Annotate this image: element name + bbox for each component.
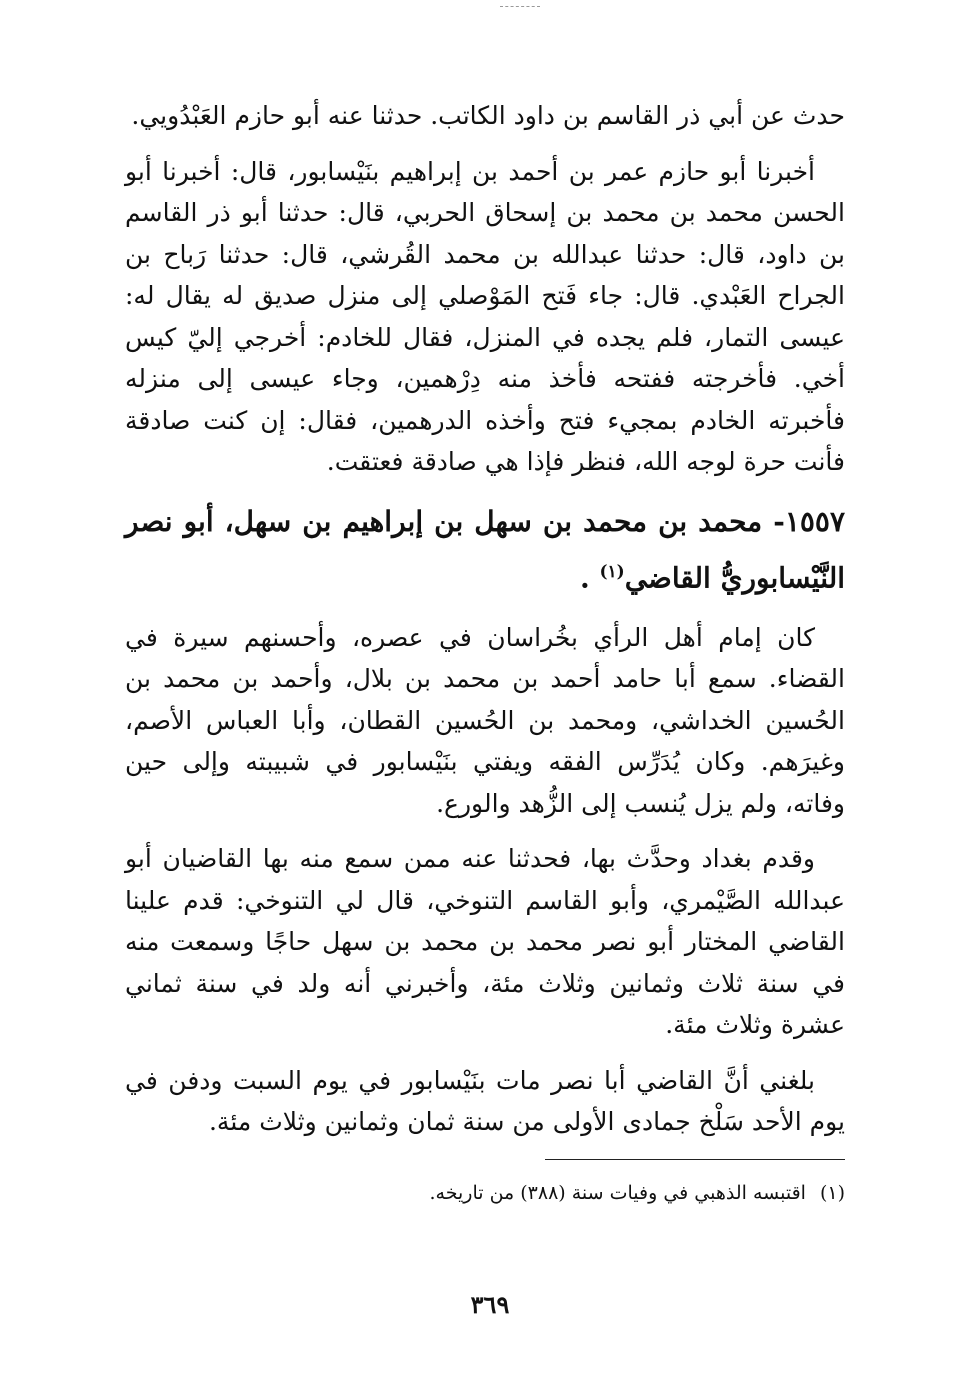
paragraph-2: أخبرنا أبو حازم عمر بن أحمد بن إبراهيم بنَيْسابور، قال: أخبرنا أبو الحسن محمد بن محمد بن إسحاق الحربي، قال: حدثنا أبو ذر القاسم بن داود، قال: حدثنا عبدالله بن محمد القُرشي، قال: حدثنا رَباح بن الجراح العَبْدي. قال: جاء فَتح المَوْصلي إلى منزل صديق له يقال له: عيسى التمار، فلم يجده في المنزل، فقال للخادم: أخرجي إليّ كيس أخي. فأخرجته ففتحه فأخذ منه دِرْهمين، وجاء عيسى إلى منزله فأخبرته الخادم بمجيء فتح وأخذه الدرهمين، فقال: إن كنت صادقة فأنت حرة لوجه الله، فنظر فإذا هي صادقة فعتقت. bbox=[125, 156, 845, 476]
top-edge-mark bbox=[500, 6, 540, 7]
footnote-divider bbox=[545, 1159, 845, 1160]
footnote-reference[interactable]: (١) bbox=[599, 561, 625, 582]
page-body bbox=[125, 95, 845, 1208]
entry-title bbox=[125, 497, 845, 603]
entry-title-end: . bbox=[579, 560, 590, 594]
footnote-text: اقتبسه الذهبي في وفيات سنة (٣٨٨) من تاريخه. bbox=[429, 1181, 806, 1204]
paragraph-4: وقدم بغداد وحدَّث بها، فحدثنا عنه ممن سمع منه بها القاضيان أبو عبدالله الصَّيْمري، وأبو القاسم التنوخي، قال لي التنوخي: قدم علينا القاضي المختار أبو نصر محمد بن محمد بن سهل حاجًا وسمعت منه في سنة ثلاث وثمانين وثلاث مئة، وأخبرني أنه ولد في سنة ثماني عشرة وثلاث مئة. bbox=[125, 844, 845, 1040]
paragraph-3: كان إمام أهل الرأي بخُراسان في عصره، وأحسنهم سيرة في القضاء. سمع أبا حامد أحمد بن محمد بن بلال، وأحمد بن محمد بن الحُسين الخداشي، ومحمد بن الحُسين القطان، وأبا العباس الأصم، وغيرَهم. وكان يُدَرِّس الفقه ويفتي بنَيْسابور في شبيبته وإلى حين وفاته، ولم يزل يُنسب إلى الزُّهد والورع. bbox=[125, 622, 845, 818]
entry-title-text: ١٥٥٧- محمد بن محمد بن سهل بن إبراهيم بن سهل، أبو نصر النَّيْسابوريُّ القاضي bbox=[125, 504, 845, 594]
paragraph-5: بلغني أنَّ القاضي أبا نصر مات بنَيْسابور في يوم السبت ودفن في يوم الأحد سَلْخ جمادى الأولى من سنة ثمان وثمانين وثلاث مئة. bbox=[125, 1065, 845, 1137]
footnote-number: (١) bbox=[819, 1181, 845, 1204]
page-number: ٣٦٩ bbox=[470, 1290, 510, 1319]
footnote bbox=[125, 1178, 845, 1208]
paragraph-1: حدث عن أبي ذر القاسم بن داود الكاتب. حدثنا عنه أبو حازم العَبْدُويي. bbox=[131, 101, 845, 130]
